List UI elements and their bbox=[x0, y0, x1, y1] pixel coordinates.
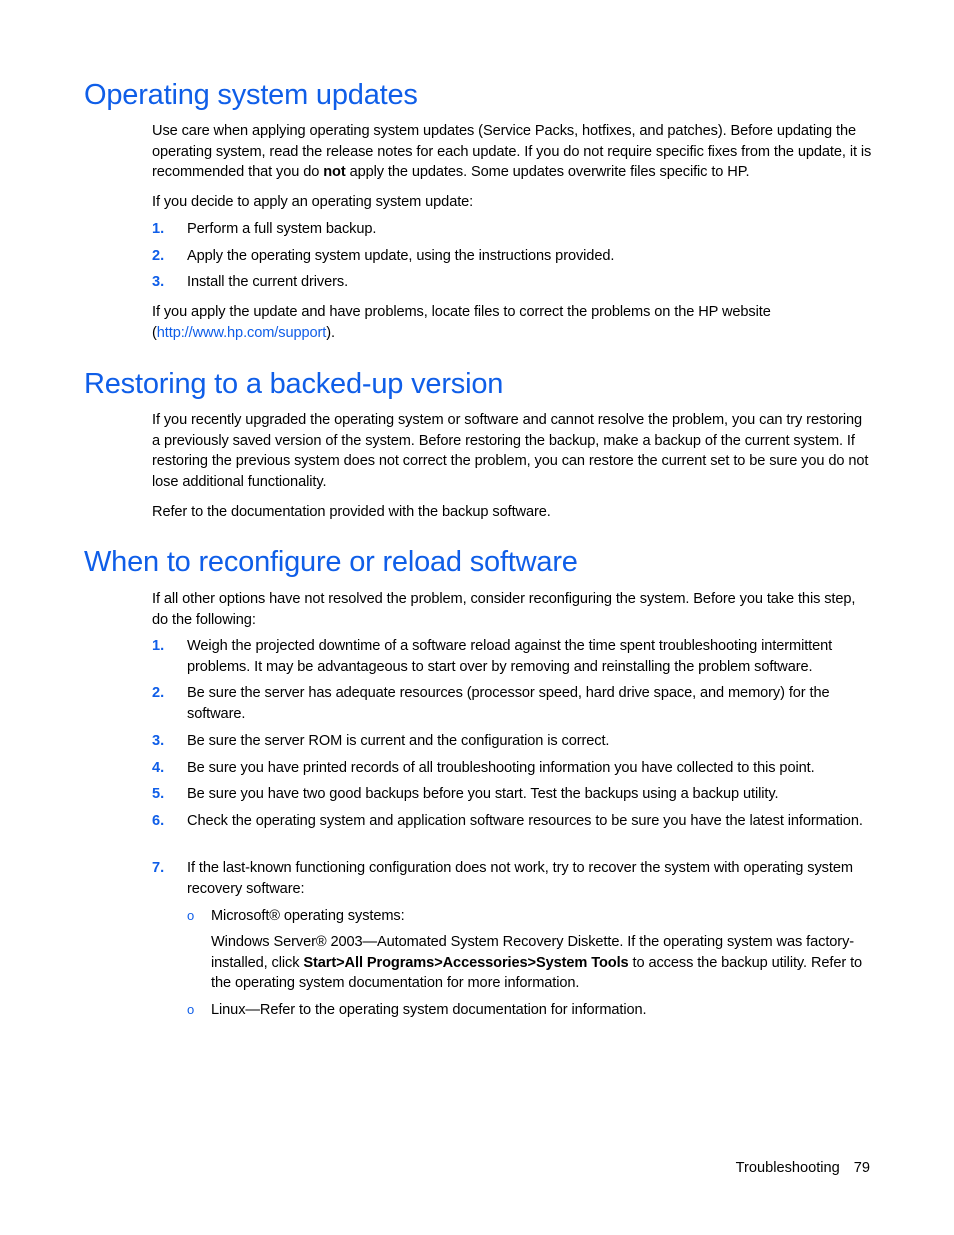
step-text: Weigh the projected downtime of a software reload against the time spent troubleshooting intermittent problems. It may be advantageous to start over by removing and reinstalling the problem software. bbox=[187, 638, 833, 675]
step-text: Be sure you have printed records of all troubleshooting information you have collected to this point. bbox=[187, 760, 815, 776]
intro-text-part1: Use care when applying operating system updates (Service Packs, hotfixes, and patches). Before updating the operating system, read the release notes for each update. If you do not require specific fixes from the update, it is recommended that you do bbox=[152, 123, 872, 180]
step-text: Check the operating system and application software resources to be sure you have the latest information. bbox=[187, 813, 863, 829]
step-text: Apply the operating system update, using the instructions provided. bbox=[187, 248, 615, 264]
menu-path-bold: Start>All Programs>Accessories>System Tools bbox=[303, 954, 629, 971]
heading-reconfigure-reload-software: When to reconfigure or reload software bbox=[84, 546, 578, 578]
step-number: 6. bbox=[152, 813, 165, 829]
step-number: 4. bbox=[152, 760, 165, 776]
step-number: 1. bbox=[152, 221, 165, 237]
bullet-marker: o bbox=[187, 1002, 195, 1017]
restoring-paragraph: If you recently upgraded the operating system or software and cannot resolve the problem, you can try restoring a previously saved version of the system. Before restoring the backup, make a backup of the current system. If restoring the previous system does not correct the problem, you can restore the current set to be sure you do not lose additional functionality. bbox=[152, 412, 869, 490]
detail-text-part1: Windows Server® 2003—Automated System Recovery Diskette. If the operating system was factory-installed, click bbox=[211, 934, 855, 971]
step-number: 2. bbox=[152, 248, 165, 264]
os-updates-intro bbox=[152, 121, 872, 183]
bullet-marker: o bbox=[187, 908, 195, 923]
footer-section-name: Troubleshooting bbox=[735, 1160, 840, 1176]
intro-bold-not: not bbox=[323, 164, 346, 180]
detail-text-part2: to access the backup utility. Refer to the operating system documentation for more information. bbox=[211, 954, 863, 991]
step-number: 3. bbox=[152, 274, 165, 290]
sub-item-linux: Linux—Refer to the operating system documentation for information. bbox=[211, 1002, 647, 1018]
step-text: Install the current drivers. bbox=[187, 274, 349, 290]
step-number: 7. bbox=[152, 860, 165, 876]
intro-text-part2: apply the updates. Some updates overwrite files specific to HP. bbox=[345, 164, 750, 180]
hp-support-link[interactable]: http://www.hp.com/support bbox=[156, 324, 327, 341]
step-text: Perform a full system backup. bbox=[187, 221, 377, 237]
os-updates-problem-text bbox=[152, 302, 872, 343]
restoring-refer-paragraph: Refer to the documentation provided with the backup software. bbox=[152, 504, 551, 520]
reconfigure-intro: If all other options have not resolved the problem, consider reconfiguring the system. Before you take this step, do the following: bbox=[152, 591, 856, 628]
step-text: If the last-known functioning configuration does not work, try to recover the system with operating system recovery software: bbox=[187, 860, 853, 897]
os-updates-lead: If you decide to apply an operating system update: bbox=[152, 194, 474, 210]
sub-item-microsoft-detail bbox=[211, 932, 873, 994]
page-number: 79 bbox=[853, 1160, 870, 1176]
step-text: Be sure the server ROM is current and the configuration is correct. bbox=[187, 733, 610, 749]
step-number: 1. bbox=[152, 638, 165, 654]
step-number: 2. bbox=[152, 685, 165, 701]
heading-restoring-backed-up-version: Restoring to a backed-up version bbox=[84, 368, 504, 400]
step-number: 5. bbox=[152, 786, 165, 802]
problem-text-part1: If you apply the update and have problems, locate files to correct the problems on the HP website ( bbox=[152, 304, 771, 341]
heading-operating-system-updates: Operating system updates bbox=[84, 79, 418, 111]
step-text: Be sure you have two good backups before you start. Test the backups using a backup utility. bbox=[187, 786, 779, 802]
step-text: Be sure the server has adequate resources (processor speed, hard drive space, and memory) for the software. bbox=[187, 685, 830, 722]
step-number: 3. bbox=[152, 733, 165, 749]
page-footer bbox=[736, 1158, 870, 1178]
sub-item-microsoft: Microsoft® operating systems: bbox=[211, 908, 405, 924]
problem-text-part2: ). bbox=[326, 324, 335, 341]
